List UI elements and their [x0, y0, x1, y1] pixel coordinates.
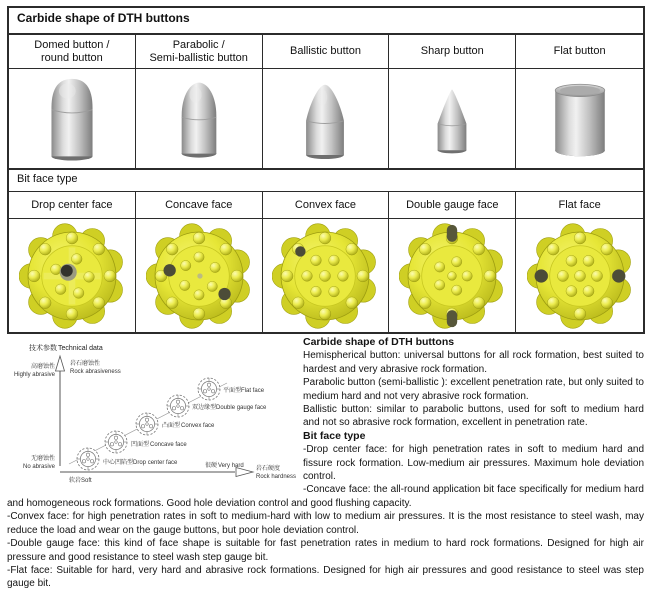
header-flat-face: Flat face — [558, 199, 601, 211]
svg-text:软岩Soft: 软岩Soft — [69, 478, 92, 484]
bit-face-type-title: Bit face type — [9, 170, 643, 192]
header-convex-face: Convex face — [263, 192, 390, 218]
desc-parabolic: Parabolic button (semi-ballistic ): excellent penetration rate, but only suited to medium hard and not very abrasive rock formation. — [303, 377, 644, 402]
ballistic-button-image — [263, 69, 390, 168]
svg-text:Highly abrasive: Highly abrasive — [13, 372, 55, 378]
header-flat-button: Flat button — [553, 45, 606, 57]
sketch-double-gauge-face — [167, 395, 189, 417]
dth-buttons-table — [7, 6, 645, 334]
desc-drop-center: -Drop center face: for high penetration rates in soft to medium hard and fissure rock formation. Low-medium air pressures. Maximum hole deviation control. — [303, 444, 644, 483]
convex-face-image — [263, 219, 390, 332]
sketch-convex-face — [136, 413, 158, 435]
bottom-section — [7, 336, 644, 591]
sketch-drop-center-face — [77, 448, 99, 470]
flat-face-image — [516, 219, 643, 332]
header-domed-button: Domed button / round button — [9, 35, 136, 68]
button-image-row — [9, 69, 643, 170]
svg-text:很硬Very hard: 很硬Very hard — [205, 463, 244, 469]
domed-button-image — [9, 69, 136, 168]
sketch-flat-face — [198, 378, 220, 400]
y-axis-arrow-icon — [56, 356, 65, 371]
svg-text:凹面型Concave face: 凹面型Concave face — [131, 442, 187, 448]
header-double-gauge-face: Double gauge face — [389, 192, 516, 218]
desc-double-gauge: -Double gauge face: this kind of face shape is suitable for fast penetration rates in medium to hard rock formations. Designed for high air pressure and good resistance to steel wash step gauge bit. — [7, 538, 644, 563]
desc-ballistic: Ballistic button: similar to parabolic buttons, used for soft to medium hard and not so abrasive rock formation, excellent in penetration rate. — [303, 404, 644, 429]
chart-title: 技术参数Technical data — [29, 345, 103, 352]
flat-button-image — [516, 69, 643, 168]
desc-heading-carbide: Carbide shape of DTH buttons — [303, 336, 455, 348]
face-image-row — [9, 219, 643, 332]
y-axis — [14, 356, 121, 470]
desc-concave: -Concave face: the all-round application bit face specifically for medium hard and homogeneous rock formations. Good hole deviation control and good flushing capacity. — [7, 484, 644, 509]
header-parabolic-button: Parabolic / Semi-ballistic button — [136, 35, 263, 68]
parabolic-button-image — [136, 69, 263, 168]
drop-center-face-image — [9, 219, 136, 332]
header-concave-face: Concave face — [136, 192, 263, 218]
sketch-concave-face — [105, 431, 127, 453]
desc-convex: -Convex face: for high penetration rates in soft to medium-hard with low to medium air pressures. It is the most resistance to steel wash, may reduce the load and wear on the gauge buttons, but poor hole deviation control. — [7, 511, 644, 536]
svg-text:凸面型Convex face: 凸面型Convex face — [162, 423, 215, 429]
button-header-row — [9, 35, 643, 69]
double-gauge-face-image — [389, 219, 516, 332]
desc-heading-bit-face: Bit face type — [303, 429, 366, 442]
header-sharp-button: Sharp button — [389, 35, 516, 68]
header-drop-center-face: Drop center face — [9, 192, 136, 218]
svg-text:中心凹陷型Drop center face: 中心凹陷型Drop center face — [103, 460, 178, 466]
desc-flat: -Flat face: Suitable for hard, very hard and abrasive rock formations. Designed for high air pressures and good resistance to steel was step gauge bit. — [7, 564, 644, 590]
svg-text:平面型Flat face: 平面型Flat face — [223, 388, 265, 394]
technical-data-chart — [7, 336, 299, 484]
desc-hemispherical: Hemispherical button: universal buttons for all rock formation, best suited to hardest and very abrasive rock formation. — [303, 350, 644, 375]
svg-text:无磨蚀性: 无磨蚀性 — [30, 456, 55, 462]
svg-text:高磨蚀性: 高磨蚀性 — [30, 364, 55, 370]
sharp-button-image — [389, 69, 516, 168]
svg-text:Rock abrasiveness: Rock abrasiveness — [70, 369, 121, 375]
face-header-row — [9, 192, 643, 219]
svg-text:Rock hardness: Rock hardness — [256, 474, 297, 480]
header-ballistic-button: Ballistic button — [263, 35, 390, 68]
svg-text:双边缘型Double gauge face: 双边缘型Double gauge face — [192, 405, 267, 411]
table-title: Carbide shape of DTH buttons — [9, 8, 643, 35]
svg-text:岩石硬度: 岩石硬度 — [256, 466, 281, 472]
svg-text:岩石磨蚀性: 岩石磨蚀性 — [70, 361, 101, 367]
concave-face-image — [136, 219, 263, 332]
svg-text:No abrasive: No abrasive — [22, 464, 55, 470]
